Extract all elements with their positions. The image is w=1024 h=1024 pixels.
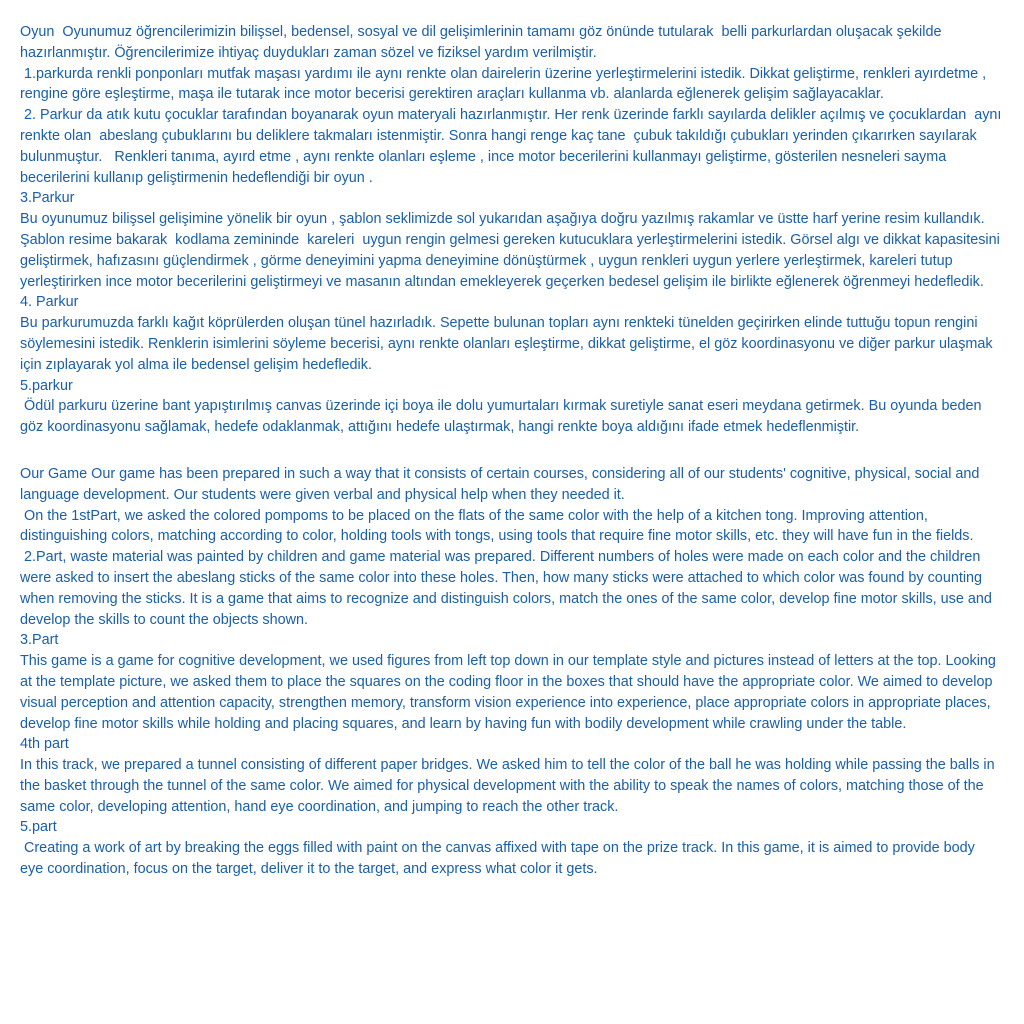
english-part-1-paragraph: On the 1stPart, we asked the colored pompoms to be placed on the flats of the same color with the help of a kitchen tong. Improving attention, distinguishing colors, matching according to color, holding tools with tongs, using tools that require fine motor skills, etc. they will have fun in the fields.: [20, 507, 974, 545]
turkish-part-5-paragraph: Ödül parkuru üzerine bant yapıştırılmış canvas üzerinde içi boya ile dolu yumurtaları kırmak suretiyle sanat eseri meydana getirmek. Bu oyunda beden göz koordinasyonu sağlamak, hedefe odaklanmak, attığını hedefe ulaştırmak, hangi renkte boya aldığını ifade etmek hedeflenmiştir.: [20, 398, 986, 436]
english-part-4-heading: 4th part: [20, 736, 69, 753]
turkish-part-2-paragraph: 2. Parkur da atık kutu çocuklar tarafından boyanarak oyun materyali hazırlanmıştır. Her renk üzerinde farklı sayılarda delikler açılmış ve çocuklardan aynı renkte olan abeslang çubuklarını bu deliklere takmaları istenmiştir. Sonra hangi renge kaç tane çubuk takıldığı çubukları yerinden çıkarırken sayılarak bulunmuştur. Renkleri tanıma, ayırd etme , aynı renkte olanları eşleme , ince motor becerilerini kullanmayı geliştirme, gösterilen nesneleri sayma becerilerini kullanıp geliştirmenin hedeflendiği bir oyun .: [20, 107, 1006, 186]
section-spacer: [20, 438, 1002, 464]
english-intro-paragraph: Our Game Our game has been prepared in such a way that it consists of certain courses, considering all of our students' cognitive, physical, social and language development. Our students were given verbal and physical help when they needed it.: [20, 465, 984, 503]
turkish-part-4-heading: 4. Parkur: [20, 294, 79, 311]
english-part-5-heading: 5.part: [20, 819, 57, 836]
turkish-part-5-heading: 5.parkur: [20, 377, 73, 394]
turkish-section: [20, 22, 1006, 438]
turkish-part-4-paragraph: Bu parkurumuzda farklı kağıt köprülerden oluşan tünel hazırladık. Sepette bulunan topları aynı renkteki tünelden geçirirken elinde tuttuğu topun rengini söylemesini istedik. Renklerin isimlerini söyleme becerisi, aynı renkte olanları eşleştirme, dikkat geliştirme, el göz koordinasyonu ve diğer parkur ulaşmak için zıplayarak yol alma ile bedensel gelişim hedefledik.: [20, 315, 997, 373]
turkish-part-3-heading: 3.Parkur: [20, 190, 75, 207]
english-part-3-heading: 3.Part: [20, 632, 59, 649]
document-body: [20, 22, 1006, 880]
turkish-intro-paragraph: Oyun Oyunumuz öğrencilerimizin bilişsel, bedensel, sosyal ve dil gelişimlerinin tamamı göz önünde tutularak belli parkurlardan oluşacak şekilde hazırlanmıştır. Öğrencilerimize ihtiyaç duydukları zaman sözel ve fiziksel yardım verilmiştir.: [20, 24, 946, 61]
turkish-part-3-paragraph: Bu oyunumuz bilişsel gelişimine yönelik bir oyun , şablon seklimizde sol yukarıdan aşağıya doğru yazılmış rakamlar ve üstte harf yerine resim kullandık. Şablon resime bakarak kodlama zemininde kareleri uygun rengin gelmesi gereken kutucuklara yerleştirmelerini istedik. Görsel algı ve dikkat kapasitesini geliştirmek, hafızasını güçlendirmek , görme deneyimini yapma deneyimine dönüştürmek , uygun renkleri uygun yerlere yerleştirmek, kareleri tutup yerleştirirken ince motor becerilerini geliştirmeyi ve masanın altından emekleyerek geçerken bedesel gelişim ile birlikte eğlenerek öğrenmeyi hedefledik.: [20, 211, 1004, 290]
english-part-3-paragraph: This game is a game for cognitive development, we used figures from left top down in our template style and pictures instead of letters at the top. Looking at the template picture, we asked them to place the squares on the coding floor in the boxes that should have the appropriate color. We aimed to develop visual perception and attention capacity, strengthen memory, transform vision experience into experience, place appropriate colors in appropriate places, develop fine motor skills while holding and placing squares, and learn by having fun with bodily development while crawling under the table.: [20, 653, 1000, 732]
english-part-2-paragraph: 2.Part, waste material was painted by children and game material was prepared. Different numbers of holes were made on each color and the children were asked to insert the abeslang sticks of the same color into these holes. Then, how many sticks were attached to which color was found by counting when removing the sticks. It is a game that aims to recognize and distinguish colors, match the ones of the same color, develop fine motor skills, use and develop the skills to count the objects shown.: [20, 549, 996, 628]
english-part-4-paragraph: In this track, we prepared a tunnel consisting of different paper bridges. We asked him to tell the color of the ball he was holding while passing the balls in the basket through the tunnel of the same color. We aimed for physical development with the ability to speak the names of colors, matching those of the same color, developing attention, hand eye coordination, and jumping to reach the other track.: [20, 757, 999, 815]
turkish-part-1-paragraph: 1.parkurda renkli ponponları mutfak maşası yardımı ile aynı renkte olan dairelerin üzerine yerleştirmelerini istedik. Dikkat geliştirme, renkleri ayırdetme , rengine göre eşleştirme, maşa ile tutarak ince motor becerisi gerektiren araçları kullanma vb. alanlarda eğlenerek gelişim sağlayacaklar.: [20, 65, 991, 103]
english-part-5-paragraph: Creating a work of art by breaking the eggs filled with paint on the canvas affixed with tape on the prize track. In this game, it is aimed to provide body eye coordination, focus on the target, deliver it to the target, and express what color it gets.: [20, 840, 979, 878]
english-section: [20, 464, 1002, 880]
